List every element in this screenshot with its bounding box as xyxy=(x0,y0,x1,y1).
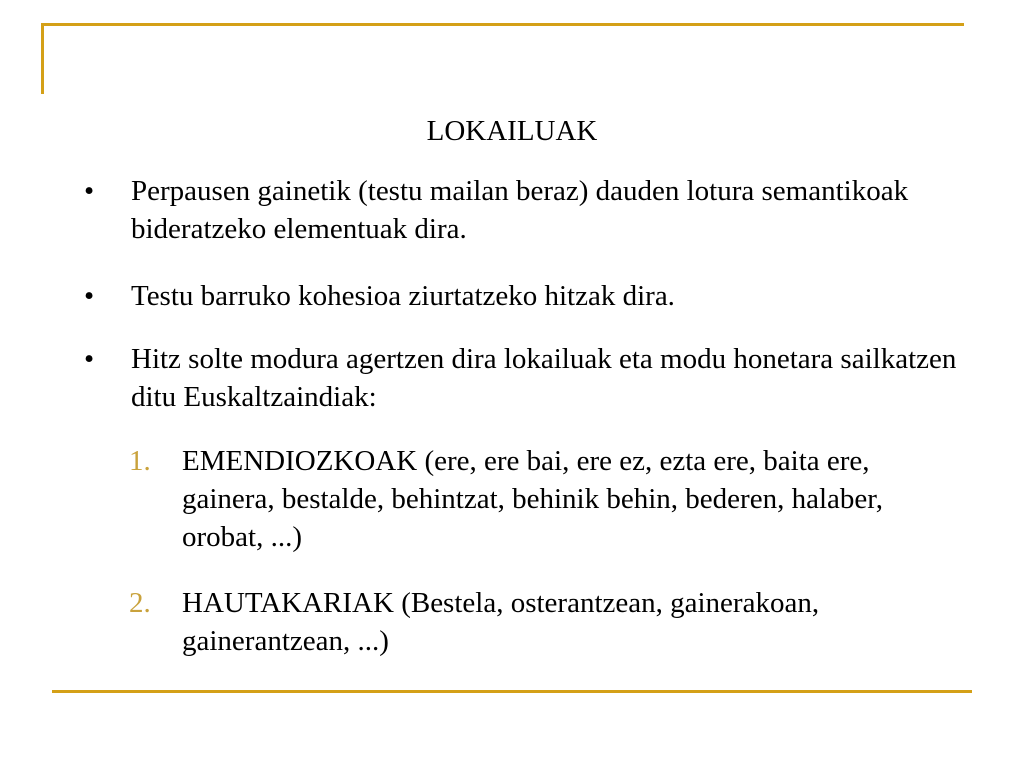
bullet-text: Hitz solte modura agertzen dira lokailuak eta modu honetara sailkatzen ditu Euskaltzaindiak: xyxy=(131,343,957,413)
slide-title: LOKAILUAK xyxy=(426,115,598,147)
numbered-content xyxy=(182,584,969,660)
numbered-text: (ere, ere bai, ere ez, ezta ere, baita ere, gainera, bestalde, behintzat, behinik behin, bederen, halaber, orobat, ...) xyxy=(182,445,883,553)
bullet-text: Perpausen gainetik (testu mailan beraz) dauden lotura semantikoak bideratzeko elementuak dira. xyxy=(131,175,909,245)
bullet-marker: • xyxy=(84,343,95,375)
numbered-heading: EMENDIOZKOAK xyxy=(182,445,418,477)
numbered-marker: 1. xyxy=(129,445,151,477)
bullet-marker: • xyxy=(84,280,95,312)
numbered-text: (Bestela, osterantzean, gainerakoan, gainerantzean, ...) xyxy=(182,587,820,657)
bullet-marker: • xyxy=(84,175,95,207)
frame-bottom-bar xyxy=(52,690,972,693)
numbered-content xyxy=(182,442,969,556)
numbered-marker: 2. xyxy=(129,587,151,619)
bullet-text: Testu barruko kohesioa ziurtatzeko hitzak dira. xyxy=(131,280,675,312)
frame-top-bar xyxy=(41,23,964,26)
frame-left-bar xyxy=(41,23,44,94)
numbered-heading: HAUTAKARIAK xyxy=(182,587,394,619)
